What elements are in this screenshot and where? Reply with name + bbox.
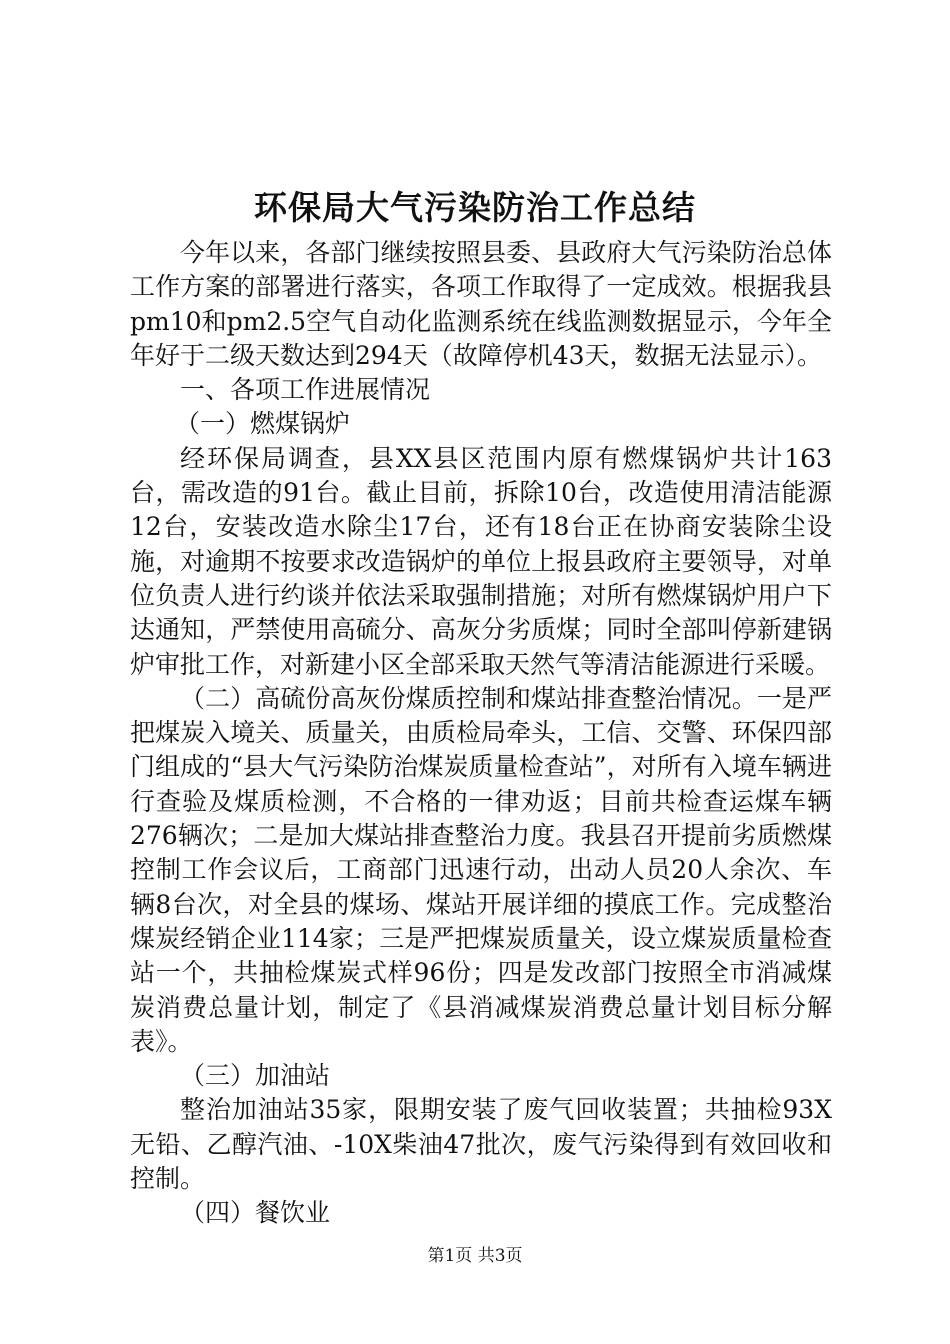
paragraph-gas-stations: 整治加油站35家，限期安装了废气回收装置；共抽检93X无铅、乙醇汽油、-10X柴油47批次，废气污染得到有效回收和控制。 — [130, 1095, 832, 1194]
document-body — [130, 236, 832, 1231]
subsection-heading-1: （一）燃煤锅炉 — [175, 409, 351, 439]
paragraph-coal-quality: （二）高硫份高灰份煤质控制和煤站排查整治情况。一是严把煤炭入境关、质量关，由质检局牵头，工信、交警、环保四部门组成的“县大气污染防治煤炭质量检查站”，对所有入境车辆进行查验及煤质检测，不合格的一律劝返；目前共检查运煤车辆276辆次；二是加大煤站排查整治力度。我县召开提前劣质燃煤控制工作会议后，工商部门迅速行动，出动人员20人余次、车辆8台次，对全县的煤场、煤站开展详细的摸底工作。完成整治煤炭经销企业114家；三是严把煤炭质量关，设立煤炭质量检查站一个，共抽检煤炭式样96份；四是发改部门按照全市消减煤炭消费总量计划，制定了《县消减煤炭消费总量计划目标分解表》。 — [130, 683, 832, 1056]
subsection-heading-4: （四）餐饮业 — [180, 1198, 331, 1228]
paragraph-coal-boilers: 经环保局调查，县XX县区范围内原有燃煤锅炉共计163台，需改造的91台。截止目前，拆除10台，改造使用清洁能源12台，安装改造水除尘17台，还有18台正在协商安装除尘设施，对逾期不按要求改造锅炉的单位上报县政府主要领导，对单位负责人进行约谈并依法采取强制措施；对所有燃煤锅炉用户下达通知，严禁使用高硫分、高灰分劣质煤；同时全部叫停新建锅炉审批工作，对新建小区全部采取天然气等清洁能源进行采暖。 — [130, 443, 832, 679]
page-footer: 第1页 共3页 — [427, 1246, 523, 1266]
subsection-heading-3: （三）加油站 — [180, 1061, 331, 1091]
section-heading-1: 一、各项工作进展情况 — [180, 375, 431, 405]
paragraph-intro: 今年以来，各部门继续按照县委、县政府大气污染防治总体工作方案的部署进行落实，各项工作取得了一定成效。根据我县pm10和pm2.5空气自动化监测系统在线监测数据显示，今年全年好于二级天数达到294天（故障停机43天，数据无法显示）。 — [130, 238, 832, 370]
document-title: 环保局大气污染防治工作总结 — [254, 188, 696, 227]
